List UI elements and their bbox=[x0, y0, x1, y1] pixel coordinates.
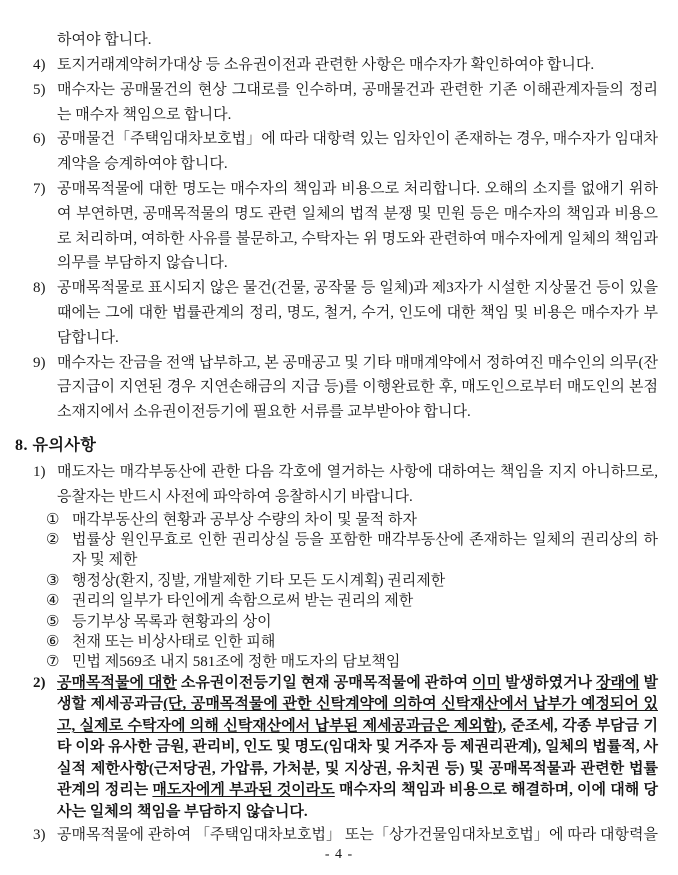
underlined-run: 공매목적물에 대한 bbox=[57, 674, 177, 691]
item-text: 공매목적물에 대한 명도는 매수자의 책임과 비용으로 처리합니다. 오해의 소지를 없애기 위하여 부연하면, 공매목적물의 명도 관련 일체의 법적 분쟁 및 민원 등은 매수자의 책임과 비용으로 처리하며, 여하한 사유를 불문하고, 수탁자는 위 명도와 관련하여 매수자에게 일체의 책임과 의무를 부담하지 않습니다. bbox=[57, 180, 658, 272]
item-text: 행정상(환지, 징발, 개발제한 기타 모든 도시계획) 권리제한 bbox=[72, 572, 446, 589]
text-run: , 준조세, 각종 부담금 기타 이와 유사한 금원, 관리비, 인도 및 명도(임대차 및 거주자 등 제권리관계), 일체의 법률적, 사실적 제한사항(근저당권, 가압류, 가처분, 및 지상권, 유치권 등) 및 공매목적물과 관련한 법률관계의 정리는 bbox=[57, 717, 658, 799]
item-text: 법률상 원인무효로 인한 권리상실 등을 포함한 매각부동산에 존재하는 일체의 권리상의 하자 및 제한 bbox=[72, 531, 658, 569]
item-marker: ⑤ bbox=[46, 613, 60, 630]
list-item bbox=[33, 53, 658, 78]
item-text: 천재 또는 비상사태로 인한 피해 bbox=[72, 633, 276, 650]
item-marker: 8) bbox=[33, 280, 46, 297]
sub-list-item bbox=[46, 632, 658, 652]
sub-list-item bbox=[46, 652, 658, 672]
underlined-run: 장래에 bbox=[596, 674, 640, 691]
sub-list-item bbox=[46, 612, 658, 632]
text-run: 발생하였거나 bbox=[501, 674, 597, 691]
sub-list-item bbox=[46, 571, 658, 591]
item-marker: ④ bbox=[46, 593, 60, 610]
item-marker: 4) bbox=[33, 57, 46, 73]
section-heading: 8. 유의사항 bbox=[15, 436, 97, 454]
item-marker: 3) bbox=[33, 827, 46, 844]
list-item bbox=[33, 460, 658, 510]
item-text: 공매목적물로 표시되지 않은 물건(건물, 공작물 등 일체)과 제3자가 시설한 지상물건 등이 있을 때에는 그에 대한 법률관계의 정리, 명도, 철거, 수거, 인도에 대한 책임 및 비용은 매수자가 부담합니다. bbox=[57, 280, 658, 346]
list-item bbox=[33, 177, 658, 276]
list-item bbox=[33, 78, 658, 128]
item-marker: ⑦ bbox=[46, 654, 60, 671]
item-marker: 2) bbox=[33, 674, 46, 691]
top-item-list bbox=[33, 53, 658, 425]
list-item bbox=[33, 673, 658, 824]
item-marker: 5) bbox=[33, 81, 46, 98]
list-item bbox=[33, 276, 658, 350]
section-item-list bbox=[33, 460, 658, 848]
item-text: 매도자는 매각부동산에 관한 다음 각호에 열거하는 사항에 대하여는 책임을 지지 아니하므로, 응찰자는 반드시 사전에 파악하여 응찰하시기 바랍니다. bbox=[57, 463, 658, 505]
item-marker: 9) bbox=[33, 354, 46, 371]
continuation-fragment: 하여야 합니다. bbox=[57, 32, 152, 48]
item-text bbox=[57, 673, 658, 824]
underlined-run: 매도자에게 부과된 것이라도 bbox=[152, 782, 335, 799]
item-text: 매각부동산의 현황과 공부상 수량의 차이 및 물적 하자 bbox=[72, 511, 418, 528]
text-run: 매수자의 책임과 비용으로 해결하며, 이에 대해 당사는 일체의 책임을 부담하지 않습니다. bbox=[57, 782, 658, 820]
sub-list-item bbox=[46, 510, 658, 530]
item-text: 등기부상 목록과 현황과의 상이 bbox=[72, 613, 272, 630]
item-marker: 6) bbox=[33, 131, 46, 148]
item-text: 매수자는 잔금을 전액 납부하고, 본 공매공고 및 기타 매매계약에서 정하여진 매수인의 의무(잔금지급이 지연된 경우 지연손해금의 지급 등)를 이행완료한 후, 매도인으로부터 매도인의 본점 소재지에서 소유권이전등기에 필요한 서류를 교부받아야 합니다. bbox=[57, 354, 658, 421]
sub-list-item bbox=[46, 530, 658, 571]
item-text: 공매물건「주택임대차보호법」에 따라 대항력 있는 임차인이 존재하는 경우, 매수자가 임대차계약을 승계하여야 합니다. bbox=[57, 131, 658, 173]
item-marker: 7) bbox=[33, 180, 46, 197]
item-marker: ② bbox=[46, 531, 60, 548]
list-item bbox=[33, 823, 658, 848]
underlined-run: (단, 공매목적물에 관한 신탁계약에 의하여 신탁재산에서 납부가 예정되어 있고, 실제로 수탁자에 의해 신탁재산에서 납부된 제세공과금은 제외함) bbox=[57, 696, 658, 734]
sub-list-item bbox=[46, 591, 658, 611]
page-number: - 4 - bbox=[324, 847, 354, 862]
underlined-run: 이미 bbox=[472, 674, 502, 691]
sub-list bbox=[46, 510, 658, 673]
item-marker: 1) bbox=[33, 463, 46, 480]
item-marker: ① bbox=[46, 511, 60, 528]
list-item bbox=[33, 127, 658, 177]
item-text: 공매목적물에 관하여 「주택임대차보호법」 또는「상가건물임대차보호법」에 따라 대항력을 bbox=[57, 827, 658, 844]
item-text: 민법 제569조 내지 581조에 정한 매도자의 담보책임 bbox=[72, 654, 401, 671]
list-item bbox=[33, 351, 658, 425]
text-run: 소유권이전등기일 현재 공매목적물에 관하여 bbox=[176, 674, 473, 691]
item-text: 매수자는 공매물건의 현상 그대로를 인수하며, 공매물건과 관련한 기존 이해관계자들의 정리는 매수자 책임으로 합니다. bbox=[57, 81, 658, 123]
item-marker: ⑥ bbox=[46, 633, 60, 650]
item-marker: ③ bbox=[46, 572, 60, 589]
text-run: 발생할 제세공과금 bbox=[57, 674, 658, 713]
item-text: 토지거래계약허가대상 등 소유권이전과 관련한 사항은 매수자가 확인하여야 합니다. bbox=[57, 57, 595, 73]
item-text: 권리의 일부가 타인에게 속함으로써 받는 권리의 제한 bbox=[72, 593, 414, 610]
